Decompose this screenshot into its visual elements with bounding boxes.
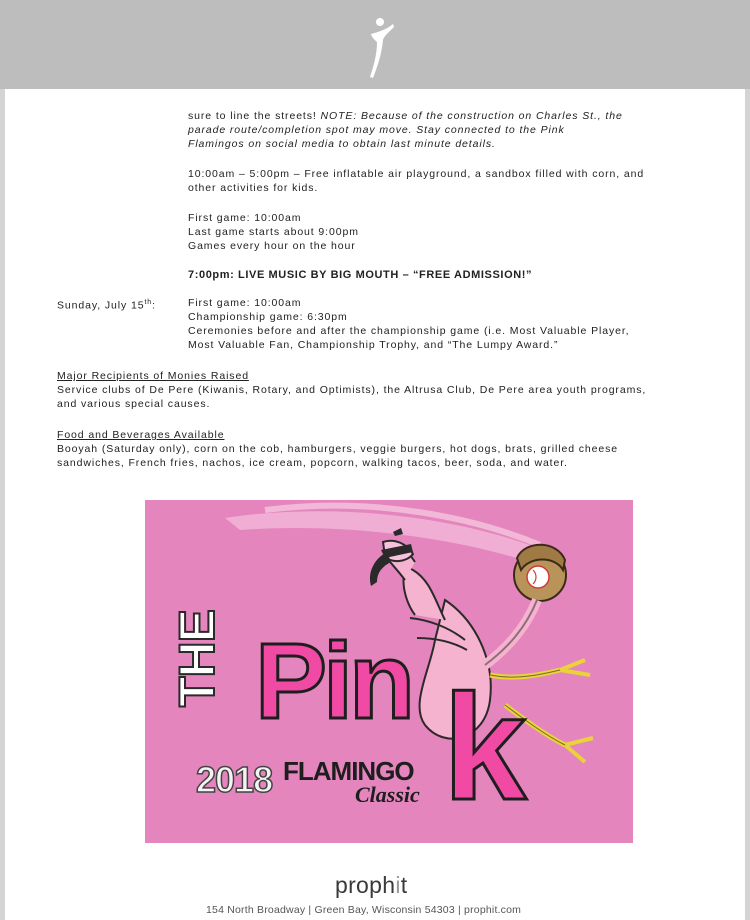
poster-classic: Classic	[355, 782, 420, 807]
recipients-section	[57, 369, 646, 411]
poster-year: 2018	[196, 759, 273, 800]
poster-the: THE	[169, 610, 225, 707]
parade-line-1	[188, 109, 623, 123]
saturday-games	[188, 211, 359, 253]
food-section	[57, 428, 618, 470]
parade-text: sure to line the streets!	[188, 110, 321, 122]
games-line: First game: 10:00am	[188, 212, 302, 224]
poster-pink-k: k	[443, 663, 527, 831]
sunday-line: First game: 10:00am	[188, 297, 302, 309]
note-text-2: parade route/completion spot may move. Stay connected to the Pink	[188, 124, 565, 136]
brand-mark: i	[395, 872, 401, 898]
recipients-line: and various special causes.	[57, 398, 211, 410]
sunday-label-sup: th	[144, 299, 153, 306]
playground-line: 10:00am – 5:00pm – Free inflatable air playground, a sandbox filled with corn, and	[188, 168, 645, 180]
playground-paragraph	[188, 167, 644, 195]
page-edge-right	[745, 89, 750, 920]
sunday-line: Most Valuable Fan, Championship Trophy, and “The Lumpy Award.”	[188, 339, 559, 351]
food-heading: Food and Beverages Available	[57, 429, 225, 441]
sunday-schedule	[188, 296, 629, 352]
leaping-figure-icon	[366, 16, 396, 80]
letterhead-band	[0, 0, 750, 89]
sunday-label-colon: :	[152, 299, 156, 312]
food-line: sandwiches, French fries, nachos, ice cream, popcorn, walking tacos, beer, soda, and water.	[57, 457, 568, 469]
sunday-label	[57, 296, 156, 313]
page-edge-left	[0, 89, 5, 920]
brand-text-end: t	[400, 872, 408, 898]
recipients-heading: Major Recipients of Monies Raised	[57, 370, 249, 382]
note-text-3: Flamingos on social media to obtain last minute details.	[188, 138, 496, 150]
recipients-line: Service clubs of De Pere (Kiwanis, Rotary, and Optimists), the Altrusa Club, De Pere area youth programs,	[57, 384, 647, 396]
sunday-line: Championship game: 6:30pm	[188, 311, 348, 323]
poster-pink: Pin	[255, 620, 412, 741]
brand-text: proph	[335, 872, 396, 898]
sunday-label-text: Sunday, July 15	[57, 299, 145, 312]
prophit-logo	[335, 872, 407, 899]
food-line: Booyah (Saturday only), corn on the cob, hamburgers, veggie burgers, hot dogs, brats, grilled cheese	[57, 443, 619, 455]
sunday-line: Ceremonies before and after the championship game (i.e. Most Valuable Player,	[188, 325, 630, 337]
playground-line: other activities for kids.	[188, 182, 319, 194]
parade-paragraph	[188, 109, 623, 151]
live-music-line: 7:00pm: LIVE MUSIC BY BIG MOUTH – “FREE ADMISSION!”	[188, 269, 533, 281]
games-line: Last game starts about 9:00pm	[188, 226, 359, 238]
games-line: Games every hour on the hour	[188, 240, 356, 252]
poster-flamingo: FLAMINGO	[283, 756, 414, 786]
note-text-1: NOTE: Because of the construction on Charles St., the	[320, 110, 623, 122]
footer-address: 154 North Broadway | Green Bay, Wisconsin 54303 | prophit.com	[206, 904, 522, 916]
